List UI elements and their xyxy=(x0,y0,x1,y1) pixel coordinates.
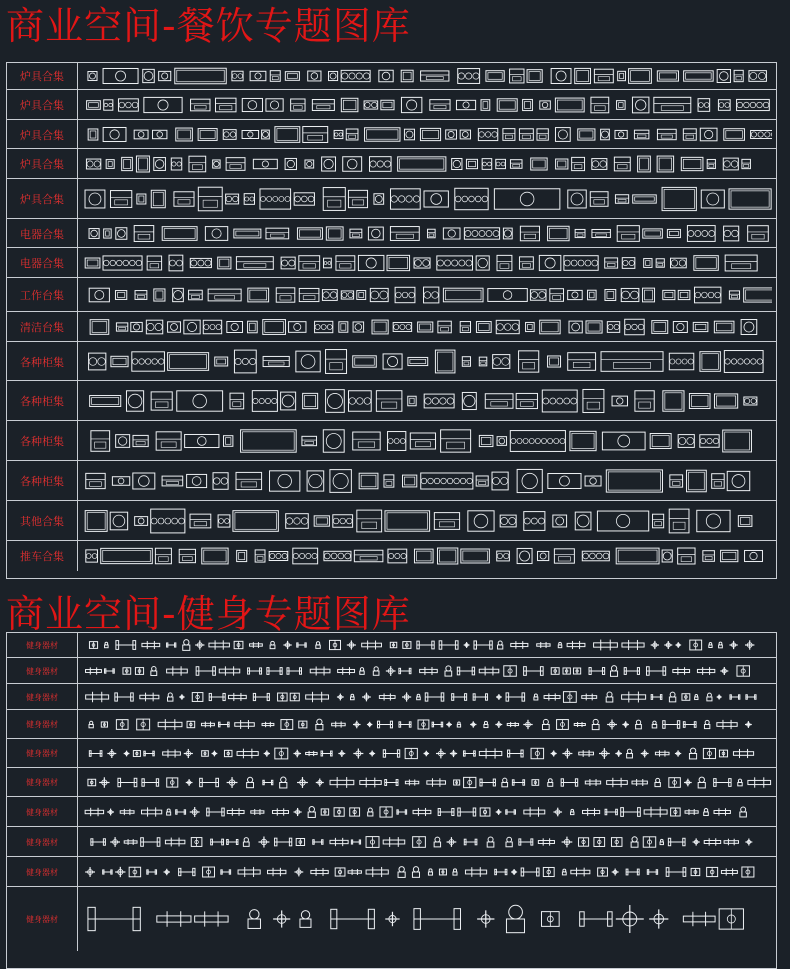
section1-title: 商业空间-餐饮专题图库 xyxy=(6,4,411,48)
catering-row xyxy=(7,178,776,219)
catering-row xyxy=(7,341,776,381)
fitness-equipment-block-icons xyxy=(83,684,772,710)
cabinet-block-icons xyxy=(83,342,772,381)
catering-row xyxy=(7,460,776,501)
fitness-row xyxy=(7,683,776,710)
stove-block-icons xyxy=(83,90,772,120)
catering-row xyxy=(7,380,776,421)
fitness-equipment-block-icons xyxy=(83,739,772,768)
catering-category-label: 其他合集 xyxy=(7,501,78,541)
catering-row xyxy=(7,420,776,461)
fitness-row xyxy=(7,886,776,951)
fitness-equipment-block-icons xyxy=(83,658,772,684)
catering-row xyxy=(7,540,776,571)
catering-category-label: 各种柜集 xyxy=(7,381,78,421)
catering-category-label: 工作台集 xyxy=(7,278,78,312)
fitness-category-label: 健身器材 xyxy=(7,768,78,797)
catering-category-label: 电器合集 xyxy=(7,248,78,278)
misc-block-icons xyxy=(83,501,772,541)
catering-row xyxy=(7,277,776,312)
fitness-category-label: 健身器材 xyxy=(7,887,78,951)
catering-block-library-panel xyxy=(6,62,777,579)
catering-row xyxy=(7,500,776,541)
fitness-row xyxy=(7,709,776,739)
fitness-category-label: 健身器材 xyxy=(7,684,78,710)
fitness-category-label: 健身器材 xyxy=(7,797,78,827)
fitness-category-label: 健身器材 xyxy=(7,710,78,739)
fitness-category-label: 健身器材 xyxy=(7,827,78,857)
fitness-equipment-block-icons xyxy=(83,633,772,657)
catering-category-label: 各种柜集 xyxy=(7,461,78,501)
catering-category-label: 炉具合集 xyxy=(7,63,78,89)
appliance-block-icons xyxy=(83,219,772,248)
workbench-block-icons xyxy=(83,278,772,312)
fitness-equipment-block-icons xyxy=(83,797,772,827)
catering-category-label: 炉具合集 xyxy=(7,149,78,179)
fitness-row xyxy=(7,856,776,887)
catering-category-label: 清洁台集 xyxy=(7,312,78,342)
catering-row xyxy=(7,63,776,89)
fitness-block-library-panel xyxy=(6,632,777,969)
fitness-row xyxy=(7,826,776,857)
catering-row xyxy=(7,311,776,342)
catering-category-label: 炉具合集 xyxy=(7,90,78,120)
stove-block-icons xyxy=(83,149,772,179)
fitness-category-label: 健身器材 xyxy=(7,633,78,657)
fitness-equipment-block-icons xyxy=(83,710,772,739)
catering-category-label: 推车合集 xyxy=(7,541,78,571)
catering-category-label: 各种柜集 xyxy=(7,342,78,381)
fitness-category-label: 健身器材 xyxy=(7,739,78,768)
fitness-equipment-block-icons xyxy=(83,857,772,887)
catering-row xyxy=(7,119,776,149)
catering-row xyxy=(7,89,776,120)
stove-block-icons xyxy=(83,179,772,219)
stove-block-icons xyxy=(83,63,772,89)
fitness-equipment-block-icons xyxy=(83,827,772,857)
catering-row xyxy=(7,218,776,248)
fitness-row xyxy=(7,767,776,797)
fitness-category-label: 健身器材 xyxy=(7,857,78,887)
sink-block-icons xyxy=(83,312,772,342)
cabinet-block-icons xyxy=(83,421,772,461)
fitness-category-label: 健身器材 xyxy=(7,658,78,684)
fitness-row xyxy=(7,738,776,768)
appliance-block-icons xyxy=(83,248,772,278)
catering-category-label: 炉具合集 xyxy=(7,179,78,219)
catering-row xyxy=(7,247,776,278)
catering-category-label: 炉具合集 xyxy=(7,120,78,149)
cart-block-icons xyxy=(83,541,772,571)
fitness-equipment-block-icons xyxy=(83,887,772,951)
catering-category-label: 电器合集 xyxy=(7,219,78,248)
section2-title: 商业空间-健身专题图库 xyxy=(6,592,411,636)
fitness-equipment-block-icons xyxy=(83,768,772,797)
fitness-row xyxy=(7,796,776,827)
catering-category-label: 各种柜集 xyxy=(7,421,78,461)
stove-block-icons xyxy=(83,120,772,149)
cabinet-block-icons xyxy=(83,461,772,501)
fitness-row xyxy=(7,657,776,684)
fitness-row xyxy=(7,633,776,657)
cabinet-block-icons xyxy=(83,381,772,421)
catering-row xyxy=(7,148,776,179)
